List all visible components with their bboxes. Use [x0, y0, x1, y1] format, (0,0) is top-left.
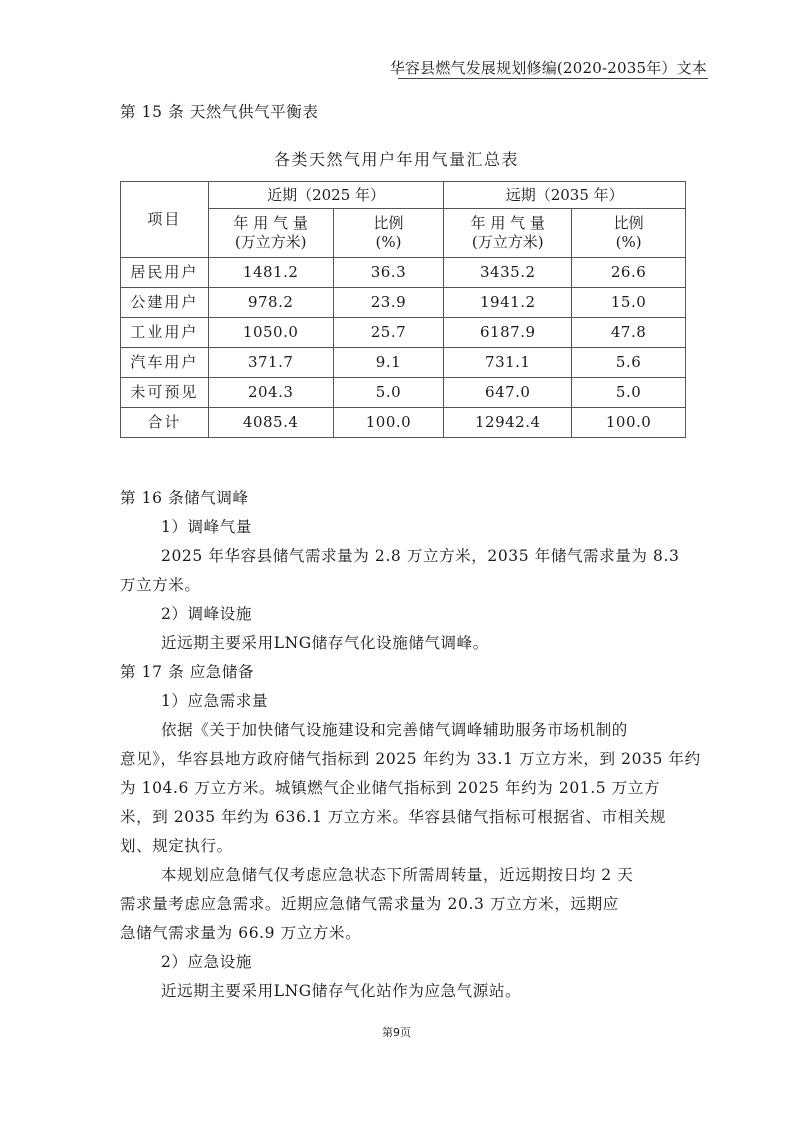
near-volume-cell: 371.7 [208, 348, 333, 378]
near-ratio-cell: 25.7 [333, 318, 444, 348]
subsection-heading: 1）调峰气量 [161, 518, 252, 536]
near-volume-cell: 1050.0 [208, 318, 333, 348]
paragraph-line: 万立方米。 [120, 576, 201, 594]
paragraph-line: 近远期主要采用LNG储存气化站作为应急气源站。 [161, 982, 522, 1000]
article-15-heading: 第 15 条 天然气供气平衡表 [120, 103, 319, 121]
subsection-heading: 1）应急需求量 [161, 692, 269, 710]
paragraph-line: 2025 年华容县储气需求量为 2.8 万立方米，2035 年储气需求量为 8.3 [161, 547, 680, 565]
gas-consumption-table [120, 181, 686, 438]
article-16-heading: 第 16 条储气调峰 [120, 489, 249, 507]
far-volume-cell: 3435.2 [444, 258, 572, 288]
far-ratio-cell: 100.0 [572, 408, 686, 438]
far-ratio-cell: 5.0 [572, 378, 686, 408]
row-label: 未可预见 [121, 378, 209, 408]
paragraph-line: 意见》，华容县地方政府储气指标到 2025 年约为 33.1 万立方米，到 2035 年约 [120, 750, 701, 768]
table-title: 各类天然气用户年用气量汇总表 [273, 150, 519, 169]
far-ratio-cell: 5.6 [572, 348, 686, 378]
ratio-label: 比例 [373, 214, 404, 232]
col-header-item: 项目 [121, 182, 209, 258]
row-label: 合计 [121, 408, 209, 438]
col-header-near-volume [208, 209, 333, 258]
running-header: 华容县燃气发展规划修编(2020-2035年）文本 [389, 59, 707, 77]
far-volume-cell: 12942.4 [444, 408, 572, 438]
table-total-row [121, 408, 686, 438]
header-divider [398, 78, 708, 79]
near-ratio-cell: 9.1 [333, 348, 444, 378]
table-row [121, 348, 686, 378]
table-row [121, 258, 686, 288]
near-volume-cell: 1481.2 [208, 258, 333, 288]
far-volume-cell: 731.1 [444, 348, 572, 378]
col-header-far-ratio [572, 209, 686, 258]
row-label: 公建用户 [121, 288, 209, 318]
col-header-far-volume [444, 209, 572, 258]
far-ratio-cell: 26.6 [572, 258, 686, 288]
volume-unit: (万立方米) [234, 233, 307, 251]
row-label: 工业用户 [121, 318, 209, 348]
near-ratio-cell: 100.0 [333, 408, 444, 438]
far-volume-cell: 6187.9 [444, 318, 572, 348]
table-row [121, 378, 686, 408]
paragraph-line: 依据《关于加快储气设施建设和完善储气调峰辅助服务市场机制的 [161, 721, 628, 739]
near-volume-cell: 204.3 [208, 378, 333, 408]
article-17-heading: 第 17 条 应急储备 [120, 663, 255, 681]
paragraph-line: 划、规定执行。 [120, 837, 233, 855]
col-header-near-period: 近期（2025 年） [208, 182, 444, 209]
ratio-unit: (%) [375, 233, 402, 251]
paragraph-line: 为 104.6 万立方米。城镇燃气企业储气指标到 2025 年约为 201.5 万立方 [120, 779, 661, 797]
near-ratio-cell: 36.3 [333, 258, 444, 288]
paragraph-line: 急储气需求量为 66.9 万立方米。 [120, 924, 362, 942]
subsection-heading: 2）应急设施 [161, 953, 252, 971]
page-number: 第9页 [382, 1026, 411, 1039]
row-label: 居民用户 [121, 258, 209, 288]
volume-unit: (万立方米) [471, 233, 544, 251]
far-ratio-cell: 47.8 [572, 318, 686, 348]
ratio-unit: (%) [615, 233, 642, 251]
row-label: 汽车用户 [121, 348, 209, 378]
paragraph-line: 本规划应急储气仅考虑应急状态下所需周转量，近远期按日均 2 天 [161, 866, 634, 884]
far-ratio-cell: 15.0 [572, 288, 686, 318]
table-row [121, 288, 686, 318]
volume-label: 年 用 气 量 [233, 214, 308, 232]
table-row [121, 318, 686, 348]
far-volume-cell: 647.0 [444, 378, 572, 408]
ratio-label: 比例 [613, 214, 644, 232]
volume-label: 年 用 气 量 [470, 214, 545, 232]
paragraph-line: 近远期主要采用LNG储存气化设施储气调峰。 [161, 634, 489, 652]
near-ratio-cell: 23.9 [333, 288, 444, 318]
near-volume-cell: 4085.4 [208, 408, 333, 438]
col-header-far-period: 远期（2035 年） [444, 182, 686, 209]
paragraph-line: 需求量考虑应急需求。近期应急储气需求量为 20.3 万立方米，远期应 [120, 895, 619, 913]
col-header-near-ratio [333, 209, 444, 258]
paragraph-line: 米，到 2035 年约为 636.1 万立方米。华容县储气指标可根据省、市相关规 [120, 808, 667, 826]
subsection-heading: 2）调峰设施 [161, 605, 252, 623]
near-volume-cell: 978.2 [208, 288, 333, 318]
near-ratio-cell: 5.0 [333, 378, 444, 408]
far-volume-cell: 1941.2 [444, 288, 572, 318]
